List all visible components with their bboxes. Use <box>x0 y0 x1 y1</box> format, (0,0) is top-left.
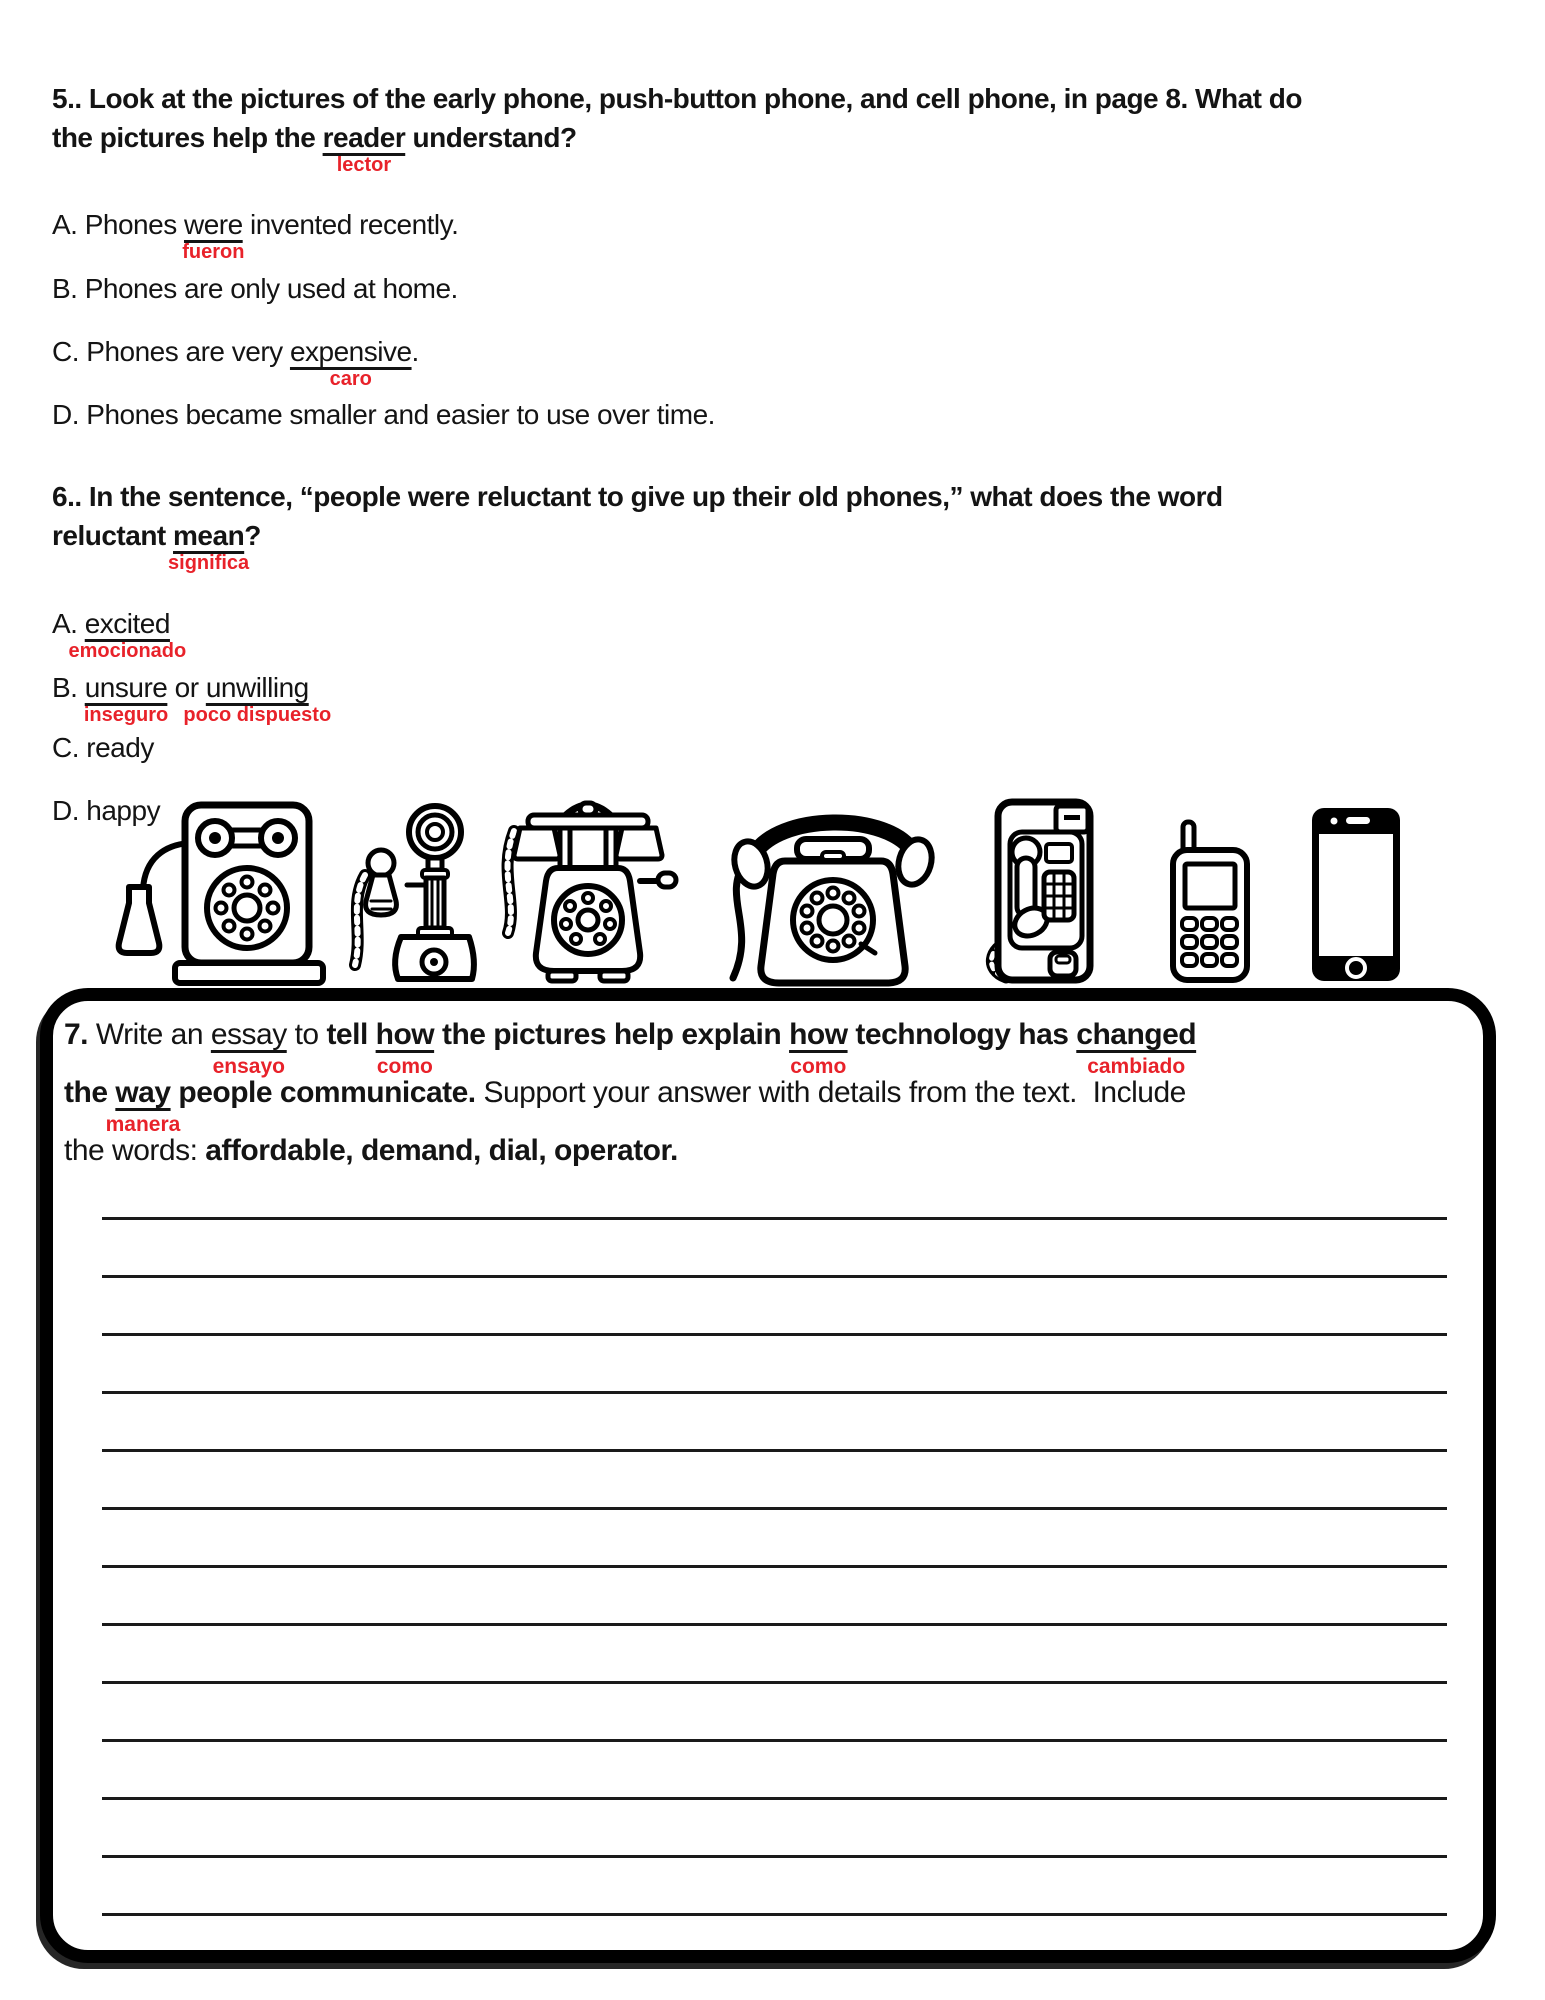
question-6-option-b <box>52 671 332 726</box>
text-segment <box>205 1128 353 1174</box>
text-segment <box>64 1012 88 1058</box>
text: demand, <box>360 1134 481 1167</box>
question-5-option-a <box>52 208 459 263</box>
text: the pictures help the <box>52 122 323 153</box>
text: affordable, <box>205 1134 354 1167</box>
question-6-option-c <box>52 731 154 765</box>
text-segment <box>353 1128 361 1174</box>
text-segment <box>52 208 184 242</box>
answer-line <box>102 1797 1447 1800</box>
annotated-word <box>1076 1012 1197 1078</box>
spanish-translation: ensayo <box>212 1055 285 1078</box>
text: mean <box>173 520 245 551</box>
text: 6.. In the sentence, “people were reluctant to give up their old phones,” what does the word <box>52 481 1223 512</box>
text-segment <box>52 272 458 306</box>
text: or <box>167 672 206 703</box>
text: to <box>286 1018 327 1051</box>
text <box>546 1134 554 1167</box>
answer-line <box>102 1217 1447 1220</box>
annotated-word <box>105 1070 181 1136</box>
annotated-word <box>375 1012 435 1078</box>
answer-line <box>102 1855 1447 1858</box>
text-segment <box>546 1128 554 1174</box>
text-segment <box>412 335 419 369</box>
text-segment <box>243 208 459 242</box>
text-segment <box>848 1012 1077 1058</box>
text: unwilling <box>205 672 309 703</box>
text-segment <box>434 1012 789 1058</box>
answer-line <box>102 1449 1447 1452</box>
text-segment <box>64 1128 205 1174</box>
question-6-text-line-1 <box>52 480 1223 514</box>
question-7-text-line-2 <box>64 1070 1186 1136</box>
text: 5.. Look at the pictures of the early phone, push-button phone, and cell phone, in page 8. What do <box>52 83 1302 114</box>
question-5-text-line-1 <box>52 82 1302 116</box>
text: dial, <box>488 1134 547 1167</box>
annotated-word <box>322 121 406 176</box>
text: essay <box>210 1018 287 1051</box>
text: operator. <box>554 1134 678 1167</box>
text-segment <box>287 1012 327 1058</box>
text-segment <box>554 1128 678 1174</box>
question-7-text-line-1 <box>64 1012 1197 1078</box>
text: understand? <box>405 122 577 153</box>
answer-line <box>102 1333 1447 1336</box>
text <box>353 1134 361 1167</box>
question-5-option-b <box>52 272 458 306</box>
rotary-dial-phone-icon <box>715 806 950 983</box>
text-segment <box>326 1012 375 1058</box>
annotated-word <box>68 607 187 662</box>
answer-line <box>102 1565 1447 1568</box>
text-segment <box>489 1128 547 1174</box>
text: changed <box>1076 1018 1197 1051</box>
spanish-translation: como <box>790 1055 847 1078</box>
text: were <box>183 209 243 240</box>
text: how <box>375 1018 435 1051</box>
spanish-translation: fueron <box>182 241 245 263</box>
answer-line <box>102 1507 1447 1510</box>
spanish-translation: lector <box>336 154 392 176</box>
spanish-translation: emocionado <box>68 640 187 662</box>
text: Support your answer with details from the text. Include <box>475 1076 1186 1109</box>
payphone-icon <box>980 800 1092 983</box>
annotated-word <box>182 208 245 263</box>
spanish-translation: cambiado <box>1087 1055 1186 1078</box>
text: excited <box>84 608 170 639</box>
text: A. Phones <box>52 209 184 240</box>
spanish-translation: inseguro <box>83 704 169 726</box>
annotated-word <box>168 519 250 574</box>
text: technology has <box>847 1018 1077 1051</box>
answer-line <box>102 1391 1447 1394</box>
text-segment <box>405 121 576 155</box>
text: C. Phones are very <box>52 336 290 367</box>
antique-cradle-phone-icon <box>500 803 685 982</box>
text: the words: <box>64 1134 206 1167</box>
question-5-text-line-2 <box>52 121 577 176</box>
text: D. Phones became smaller and easier to use over time. <box>52 399 715 430</box>
text-segment <box>52 398 715 432</box>
spanish-translation: poco dispuesto <box>183 704 332 726</box>
text: people communicate. <box>170 1076 476 1109</box>
text: expensive <box>289 336 412 367</box>
button-cell-phone-icon <box>1165 820 1255 983</box>
text: 7. <box>64 1018 89 1051</box>
text-segment <box>481 1128 489 1174</box>
text-segment <box>88 1012 211 1058</box>
question-5-option-d <box>52 398 715 432</box>
question-6-text-line-2 <box>52 519 261 574</box>
spanish-translation: como <box>376 1055 433 1078</box>
text: . <box>411 336 419 367</box>
text: D. happy <box>52 795 161 826</box>
text-segment <box>171 1070 476 1116</box>
answer-line <box>102 1739 1447 1742</box>
text: unsure <box>84 672 168 703</box>
essay-answer-lines <box>102 1217 1447 1971</box>
text: how <box>789 1018 848 1051</box>
text-segment <box>52 607 85 641</box>
candlestick-phone-icon <box>345 803 480 985</box>
answer-line <box>102 1275 1447 1278</box>
text: reader <box>322 122 406 153</box>
text-segment <box>52 519 173 553</box>
text: tell <box>326 1018 376 1051</box>
text: the <box>64 1076 116 1109</box>
text: the pictures help explain <box>434 1018 790 1051</box>
text-segment <box>52 121 323 155</box>
text-segment <box>476 1070 1186 1116</box>
question-6-option-a <box>52 607 187 662</box>
text: B. <box>52 672 85 703</box>
text: C. ready <box>52 732 154 763</box>
text-segment <box>52 82 1302 116</box>
text-segment <box>52 671 85 705</box>
annotated-word <box>789 1012 848 1078</box>
early-wall-phone-icon <box>105 803 317 985</box>
text-segment <box>167 671 205 705</box>
text: invented recently. <box>242 209 459 240</box>
text: ? <box>244 520 261 551</box>
text: Write an <box>88 1018 211 1051</box>
text-segment <box>244 519 261 553</box>
text-segment <box>52 335 290 369</box>
annotated-word <box>210 1012 287 1078</box>
annotated-word <box>289 335 412 390</box>
text: reluctant <box>52 520 174 551</box>
text <box>481 1134 489 1167</box>
text-segment <box>361 1128 481 1174</box>
question-7-text-line-3 <box>64 1128 678 1174</box>
question-5-option-c <box>52 335 419 390</box>
annotated-word <box>83 671 169 726</box>
text-segment <box>52 480 1223 514</box>
spanish-translation: manera <box>105 1113 181 1136</box>
text-segment <box>64 1070 115 1116</box>
text-segment <box>52 731 154 765</box>
spanish-translation: significa <box>168 552 250 574</box>
text: A. <box>52 608 85 639</box>
answer-line <box>102 1913 1447 1916</box>
spanish-translation: caro <box>329 368 372 390</box>
answer-line <box>102 1681 1447 1684</box>
answer-line <box>102 1623 1447 1626</box>
text: B. Phones are only used at home. <box>52 273 458 304</box>
text: way <box>115 1076 171 1109</box>
smartphone-icon <box>1310 806 1402 983</box>
